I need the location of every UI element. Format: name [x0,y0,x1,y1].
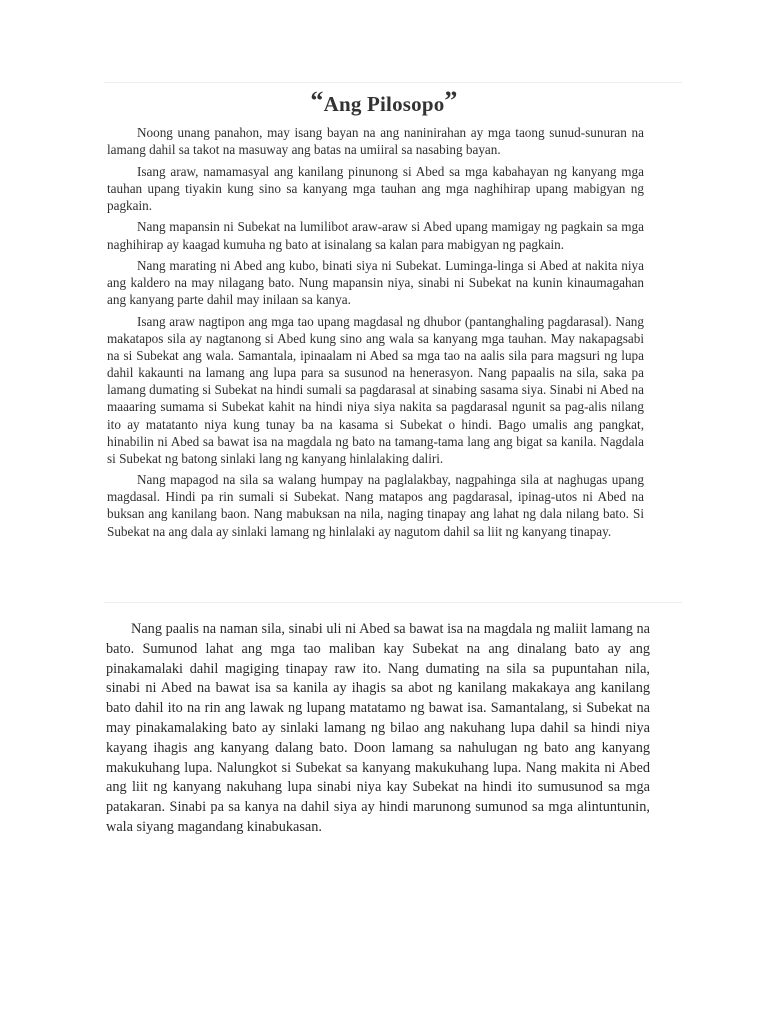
paragraph-2: Isang araw, namamasyal ang kanilang pinunong si Abed sa mga kabahayan ng kanyang mga tauhan upang tiyakin kung sino sa kanyang mga tauhan ang mga naghihirap upang mabigyan ng pagkain. [107,163,644,213]
paragraph-7: Nang paalis na naman sila, sinabi uli ni Abed sa bawat isa na magdala ng maliit lamang na bato. Sumunod lahat ang mga tao maliban kay Subekat na ang dinalang bato ay ang pinakamalaki dahil magiging tinapay raw ito. Nang dumating na sila sa pupuntahan nila, sinabi ni Abed na bawat isa sa kanila ay ihagis sa abot ng kanilang makakaya ang kanilang bato dahil ito na rin ang lawak ng lupang matatamo ng bawat isa. Samantalang, si Subekat na may pinakamalaking bato ay sinlaki lamang ng bilao ang nakuhang lupa dahil sa hindi niya kayang ihagis ang kanyang dalang bato. Doon lamang sa nahulugan ng bato ang kanyang makukuhang lupa. Nalungkot si Subekat sa kanyang makukuhang lupa. Nang makita ni Abed ang liit ng kanyang nakuhang lupa sinabi niya kay Subekat na hindi ito sumusunod sa mga patakaran. Sinabi pa sa kanya na dahil siya ay hindi marunong sumunod sa mga alintuntunin, wala siyang magandang kinabukasan. [106,621,650,835]
paragraph-1: Noong unang panahon, may isang bayan na ang naninirahan ay mga taong sunud-sunuran na lamang dahil sa takot na masuway ang batas na umiiral sa nasabing bayan. [107,125,644,158]
title-open-quote: “ [310,86,324,115]
title-close-quote: ” [444,86,458,115]
top-divider [104,82,682,83]
title-text: Ang Pilosopo [323,92,445,116]
paragraph-3: Nang mapansin ni Subekat na lumilibot araw-araw si Abed upang mamigay ng pagkain sa mga naghihirap ay kaagad kumuha ng bato at isinalang sa kalan para mabigyan ng pagkain. [107,219,644,252]
story-section-1 [107,124,644,544]
section-divider [104,602,682,603]
page-title [0,86,768,117]
paragraph-4: Nang marating ni Abed ang kubo, binati siya ni Subekat. Luminga-linga si Abed at nakita niya ang kaldero na may nilagang bato. Nung mapansin niya, sinabi ni Subekat na kunin kinaumagahan ang kanyang parte dahil may inilaan sa kanya. [107,258,644,308]
story-section-2 [106,620,650,838]
paragraph-5: Isang araw nagtipon ang mga tao upang magdasal ng dhubor (pantanghaling pagdarasal). Nang makatapos sila ay nagtanong si Abed kung sino ang wala sa kanyang mga tauhan. May nakapagsabi na si Subekat ang wala. Samantala, ipinaalam ni Abed sa mga tao na aalis sila para magsuri ng lupa dahil kakaunti na lamang ang lupa para sa susunod na henerasyon. Nang papaalis na sila, saka pa lamang dumating si Subekat na hindi sumali sa pagdarasal at sinabing sasama siya. Sinabi ni Abed na maaaring sumama si Subekat kahit na hindi niya siya nakita sa pagdarasal ngunit sa pag-alis nilang ito ay matatanto niya kung tunay ba na kasama si Subekat o hindi. Bago umalis ang pangkat, hinabilin ni Abed sa bawat isa na magdala ng bato na tamang-tama lang ang bigat sa kanila. Nagdala si Subekat ng batong sinlaki lang ng kanyang hinlalaking daliri. [107,313,644,466]
paragraph-6: Nang mapagod na sila sa walang humpay na paglalakbay, nagpahinga sila at naghugas upang magdasal. Hindi pa rin sumali si Subekat. Nang matapos ang pagdarasal, ipinag-utos ni Abed na buksan ang kanilang baon. Nang mabuksan na nila, naging tinapay ang lahat ng dala nilang bato. Si Subekat na ang dala ay sinlaki lamang ng hinlalaki ay nagutom dahil sa liit ng kanyang tinapay. [107,472,644,539]
